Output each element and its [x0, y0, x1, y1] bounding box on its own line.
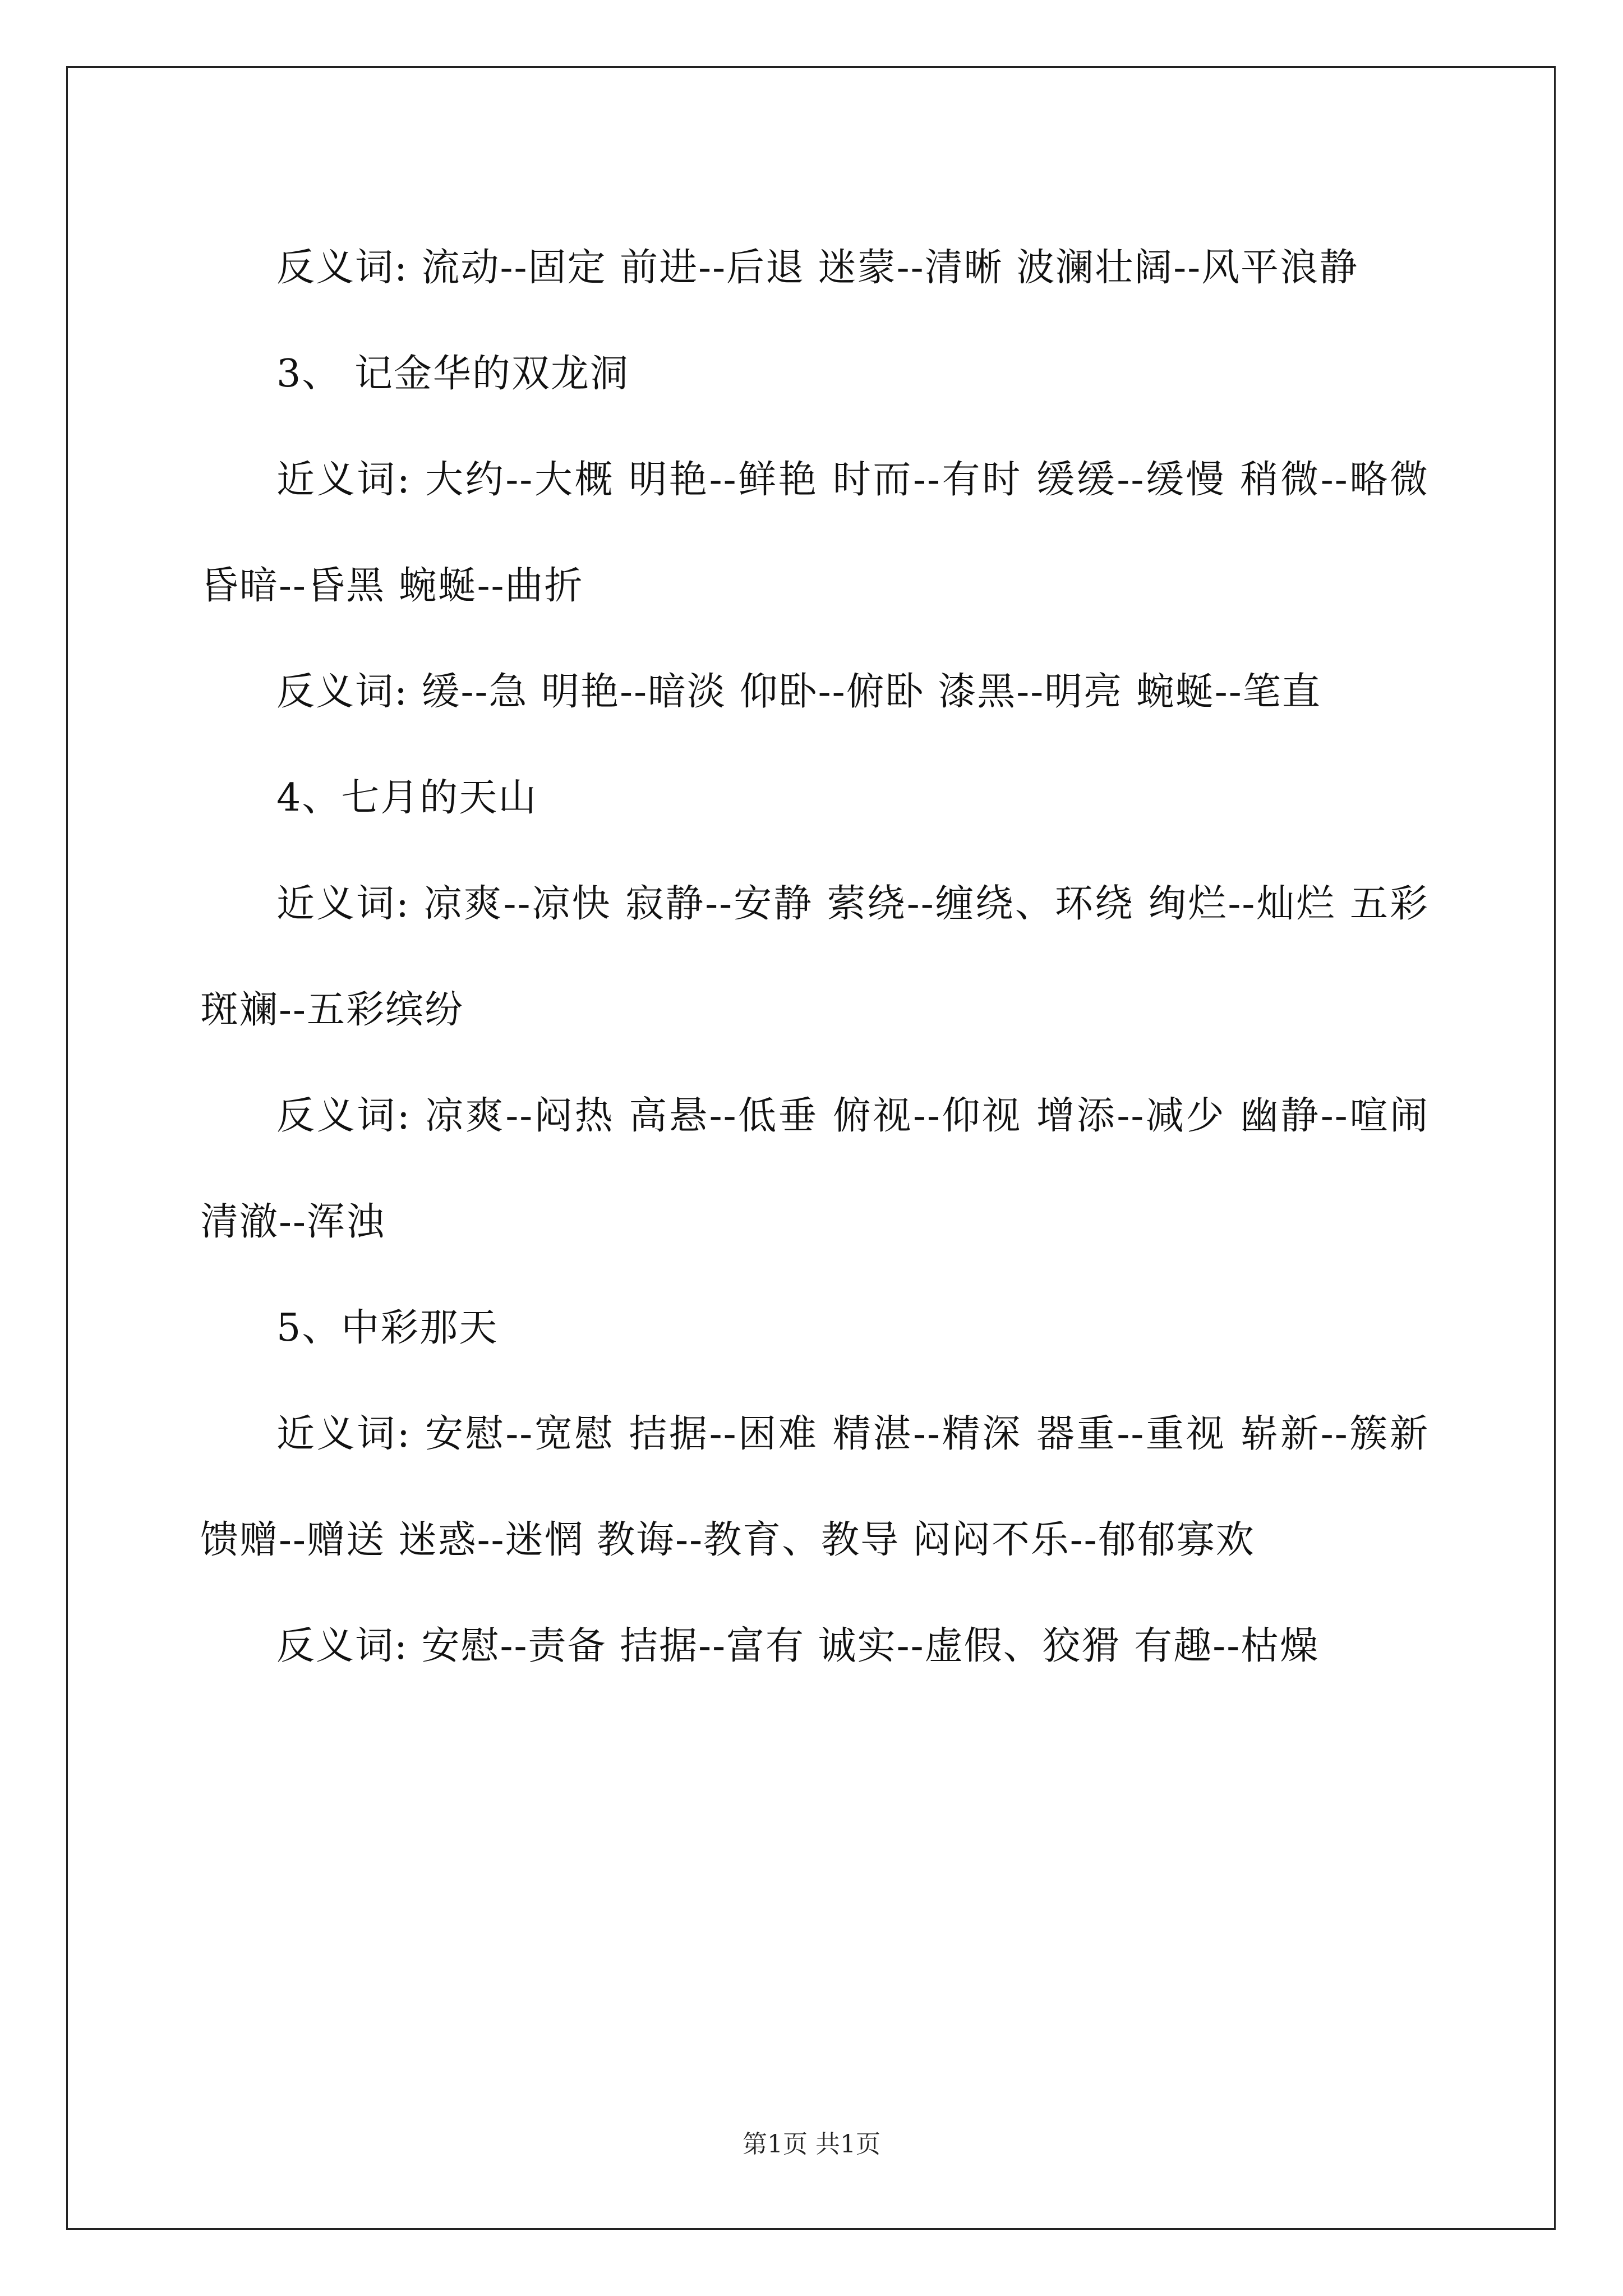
document-body	[200, 215, 1429, 1699]
page-footer: 第1页 共1页	[743, 2130, 880, 2159]
section-heading-4: 4、七月的天山	[276, 776, 538, 820]
paragraph-antonyms-5: 反义词: 安慰--责备 拮据--富有 诚实--虚假、狡猾 有趣--枯燥	[276, 1624, 1320, 1668]
paragraph-synonyms-3: 近义词: 大约--大概 明艳--鲜艳 时而--有时 缓缓--缓慢 稍微--略微 昏暗--昏黑 蜿蜒--曲折	[200, 458, 1429, 608]
paragraph-antonyms-3: 反义词: 缓--急 明艳--暗淡 仰卧--俯卧 漆黑--明亮 蜿蜒--笔直	[276, 670, 1321, 714]
paragraph-antonyms-4: 反义词: 凉爽--闷热 高悬--低垂 俯视--仰视 增添--减少 幽静--喧闹 清澈--浑浊	[200, 1094, 1429, 1244]
paragraph-synonyms-5: 近义词: 安慰--宽慰 拮据--困难 精湛--精深 器重--重视 崭新--簇新 馈赠--赠送 迷惑--迷惘 教诲--教育、教导 闷闷不乐--郁郁寡欢	[200, 1412, 1429, 1562]
paragraph-synonyms-4: 近义词: 凉爽--凉快 寂静--安静 萦绕--缠绕、环绕 绚烂--灿烂 五彩斑斓--五彩缤纷	[200, 882, 1429, 1032]
section-heading-5: 5、中彩那天	[276, 1306, 499, 1350]
section-heading-3: 3、 记金华的双龙洞	[276, 352, 629, 396]
paragraph-antonyms-1: 反义词: 流动--固定 前进--后退 迷蒙--清晰 波澜壮阔--风平浪静	[276, 246, 1359, 290]
